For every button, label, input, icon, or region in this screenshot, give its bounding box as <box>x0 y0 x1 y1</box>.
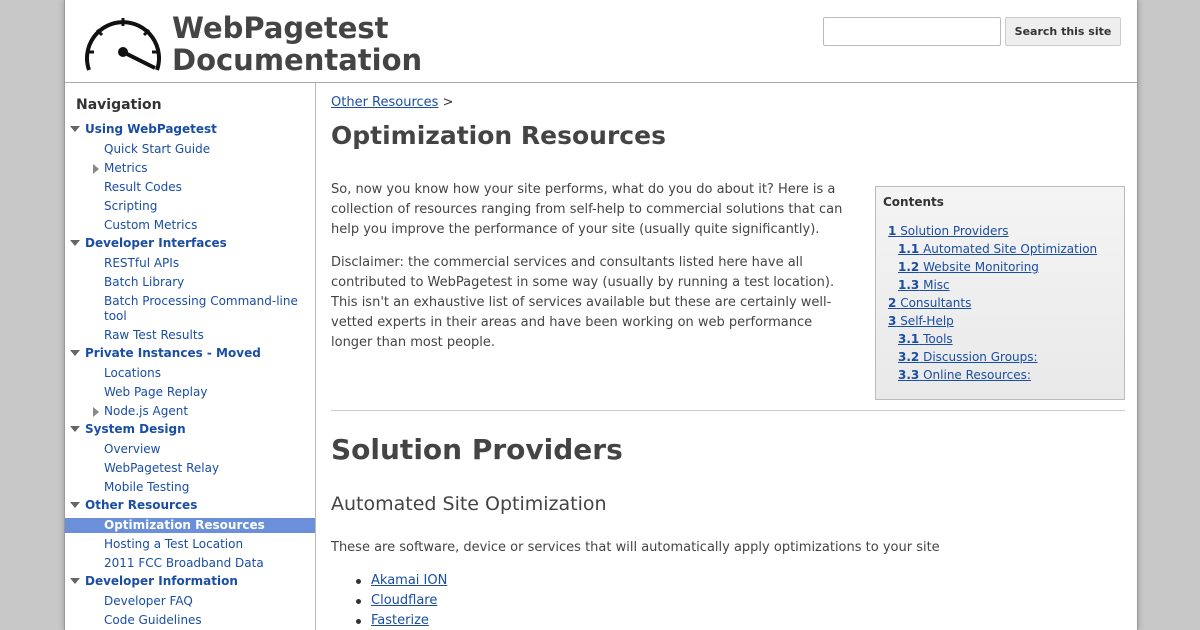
nav-item-metrics[interactable] <box>65 159 315 178</box>
list-item <box>351 573 447 593</box>
nav-item-hosting-test-location[interactable] <box>65 535 315 554</box>
site-title-line1: WebPagetest <box>172 11 389 45</box>
nav-section-label[interactable]: Developer Information <box>85 574 238 588</box>
breadcrumb-link[interactable]: Other Resources <box>331 95 439 110</box>
toc-label[interactable]: Online Resources: <box>923 368 1031 382</box>
toc-label[interactable]: Self-Help <box>900 314 954 328</box>
nav-section-other-resources[interactable] <box>65 497 315 516</box>
section-heading: Solution Providers <box>331 433 623 466</box>
nav-item-fcc-broadband-data[interactable] <box>65 554 315 573</box>
nav-item-label[interactable]: Quick Start Guide <box>104 142 211 156</box>
toc-label[interactable]: Solution Providers <box>900 224 1009 238</box>
nav-item-locations[interactable] <box>65 364 315 383</box>
nav-item-mobile-testing[interactable] <box>65 478 315 497</box>
chevron-down-icon[interactable] <box>70 426 80 432</box>
nav-item-overview[interactable] <box>65 440 315 459</box>
chevron-down-icon[interactable] <box>70 126 80 132</box>
page-container <box>64 0 1138 630</box>
toc-number[interactable]: 1.1 <box>898 242 920 256</box>
site-header <box>65 0 1137 83</box>
nav-item-label[interactable]: Batch Library <box>104 275 185 289</box>
list-item <box>351 613 447 630</box>
nav-section-using-webpagetest[interactable] <box>65 121 315 140</box>
toc-item[interactable] <box>888 224 1097 242</box>
nav-item-label[interactable]: Optimization Resources <box>104 518 265 532</box>
nav-item-label[interactable]: Code Guidelines <box>104 613 202 627</box>
chevron-down-icon[interactable] <box>70 578 80 584</box>
toc-number[interactable]: 3.1 <box>898 332 920 346</box>
expand-arrow-icon[interactable] <box>93 164 99 174</box>
toc-number[interactable]: 1 <box>888 224 897 238</box>
nav-item-label[interactable]: Raw Test Results <box>104 328 204 342</box>
table-of-contents <box>875 186 1125 400</box>
nav-item-label[interactable]: Metrics <box>104 161 148 175</box>
nav-section-system-design[interactable] <box>65 421 315 440</box>
nav-item-label[interactable]: Web Page Replay <box>104 385 208 399</box>
nav-item-label[interactable]: 2011 FCC Broadband Data <box>104 556 264 570</box>
bullet-icon <box>356 619 361 624</box>
toc-item[interactable] <box>888 368 1097 386</box>
toc-item[interactable] <box>888 296 1097 314</box>
toc-number[interactable]: 1.3 <box>898 278 920 292</box>
search-input[interactable] <box>823 17 1001 46</box>
toc-number[interactable]: 3 <box>888 314 897 328</box>
toc-item[interactable] <box>888 350 1097 368</box>
nav-item-restful-apis[interactable] <box>65 254 315 273</box>
page-title: Optimization Resources <box>331 121 666 150</box>
toc-item[interactable] <box>888 314 1097 332</box>
subsection-heading: Automated Site Optimization <box>331 493 607 515</box>
bullet-icon <box>356 599 361 604</box>
nav-section-private-instances[interactable] <box>65 345 315 364</box>
nav-item-webpagetest-relay[interactable] <box>65 459 315 478</box>
nav-item-developer-faq[interactable] <box>65 592 315 611</box>
nav-section-label[interactable]: System Design <box>85 422 186 436</box>
toc-item[interactable] <box>888 260 1097 278</box>
nav-heading: Navigation <box>76 97 162 113</box>
provider-link[interactable]: Fasterize <box>371 613 429 628</box>
intro-text <box>331 180 851 366</box>
nav-item-nodejs-agent[interactable] <box>65 402 315 421</box>
nav-item-label[interactable]: Hosting a Test Location <box>104 537 244 551</box>
toc-number[interactable]: 3.2 <box>898 350 920 364</box>
nav-item-label[interactable]: Result Codes <box>104 180 182 194</box>
nav-list <box>65 121 315 630</box>
toc-item[interactable] <box>888 278 1097 296</box>
nav-section-label[interactable]: Developer Interfaces <box>85 236 227 250</box>
provider-link[interactable]: Akamai ION <box>371 573 448 588</box>
chevron-down-icon[interactable] <box>70 350 80 356</box>
nav-item-scripting[interactable] <box>65 197 315 216</box>
toc-label[interactable]: Tools <box>923 332 953 346</box>
toc-number[interactable]: 3.3 <box>898 368 920 382</box>
disclaimer-paragraph: Disclaimer: the commercial services and consultants listed here have all contributed to WebPagetest in some way (usually by running a test location). This isn't an exhaustive list of services available but these are certainly well-vetted experts in their areas and have been working on web performance longer than most people. <box>331 255 835 350</box>
toc-label[interactable]: Discussion Groups: <box>923 350 1038 364</box>
toc-number[interactable]: 2 <box>888 296 897 310</box>
site-title[interactable] <box>172 12 422 76</box>
toc-list <box>888 224 1097 386</box>
toc-title: Contents <box>883 195 944 209</box>
nav-item-label[interactable]: Scripting <box>104 199 158 213</box>
toc-number[interactable]: 1.2 <box>898 260 920 274</box>
sidebar <box>65 83 316 630</box>
site-title-line2: Documentation <box>172 43 423 77</box>
nav-item-label[interactable]: Node.js Agent <box>104 404 189 418</box>
nav-item-custom-metrics[interactable] <box>65 216 315 235</box>
nav-section-label[interactable]: Using WebPagetest <box>85 122 217 136</box>
divider <box>331 410 1125 411</box>
intro-paragraph: So, now you know how your site performs, what do you do about it? Here is a collection of resources ranging from self-help to commercial solutions that can help you improve the performance of your site (usually quite significantly). <box>331 182 843 237</box>
chevron-down-icon[interactable] <box>70 502 80 508</box>
chevron-down-icon[interactable] <box>70 240 80 246</box>
nav-section-label[interactable]: Other Resources <box>85 498 198 512</box>
search-button[interactable]: Search this site <box>1005 17 1121 46</box>
nav-item-label[interactable]: Developer FAQ <box>104 594 193 608</box>
nav-item-optimization-resources[interactable] <box>65 518 315 533</box>
nav-item-raw-test-results[interactable] <box>65 326 315 345</box>
toc-label[interactable]: Consultants <box>900 296 972 310</box>
toc-label[interactable]: Misc <box>923 278 950 292</box>
bullet-icon <box>356 579 361 584</box>
nav-item-code-guidelines[interactable] <box>65 611 315 630</box>
speedometer-logo-icon[interactable] <box>83 14 163 74</box>
nav-section-label[interactable]: Private Instances - Moved <box>85 346 261 360</box>
list-item <box>351 593 447 613</box>
expand-arrow-icon[interactable] <box>93 407 99 417</box>
toc-item[interactable] <box>888 332 1097 350</box>
nav-item-label[interactable]: Custom Metrics <box>104 218 198 232</box>
subsection-description: These are software, device or services that will automatically apply optimizations to your site <box>331 540 940 555</box>
nav-item-batch-processing[interactable] <box>65 292 315 326</box>
provider-link[interactable]: Cloudflare <box>371 593 438 608</box>
nav-item-label[interactable]: RESTful APIs <box>104 256 180 270</box>
nav-section-developer-interfaces[interactable] <box>65 235 315 254</box>
breadcrumb-separator: > <box>442 95 454 110</box>
nav-item-label[interactable]: Batch Processing Command-line tool <box>104 294 298 323</box>
nav-item-label[interactable]: Locations <box>104 366 162 380</box>
breadcrumb <box>331 95 453 110</box>
nav-item-result-codes[interactable] <box>65 178 315 197</box>
nav-section-developer-information[interactable] <box>65 573 315 592</box>
nav-item-label[interactable]: Mobile Testing <box>104 480 190 494</box>
nav-item-batch-library[interactable] <box>65 273 315 292</box>
nav-item-web-page-replay[interactable] <box>65 383 315 402</box>
nav-item-label[interactable]: WebPagetest Relay <box>104 461 220 475</box>
toc-label[interactable]: Automated Site Optimization <box>923 242 1098 256</box>
toc-label[interactable]: Website Monitoring <box>923 260 1039 274</box>
provider-link-list <box>351 573 447 630</box>
nav-item-label[interactable]: Overview <box>104 442 161 456</box>
toc-item[interactable] <box>888 242 1097 260</box>
nav-item-quick-start-guide[interactable] <box>65 140 315 159</box>
